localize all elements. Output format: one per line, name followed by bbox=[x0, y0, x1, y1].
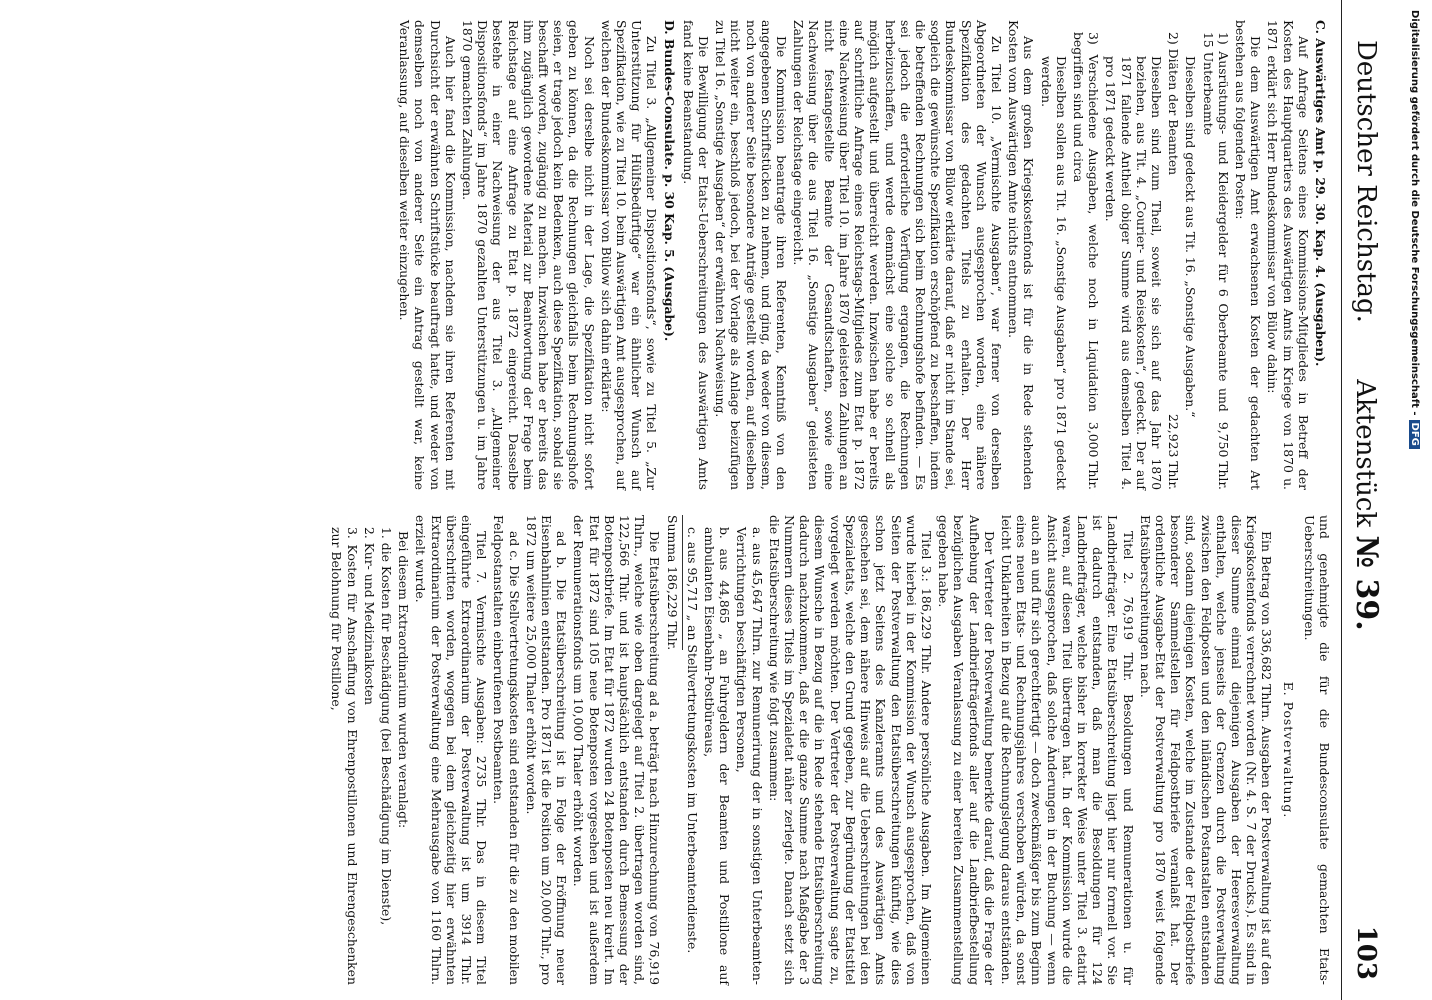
paragraph: Titel 7. Vermischte Ausgaben: 2735 Thlr. Das in diesem Titel eingeführte Extraordinarium der Postverwaltung ist um 3914 Thlr. überschritten worden, wogegen bei dem gleichzeitig hier erwähnten Extraordinarium der Postverwaltung eine Mehrausgabe von 1160 Thlrn. erzielt wurde. bbox=[413, 515, 490, 985]
left-column bbox=[395, 20, 1332, 490]
right-column bbox=[327, 515, 1332, 985]
paragraph: Zu Titel 3. „Allgemeiner Dispositionsfonds“, sowie zu Titel 5. „Zur Unterstützung für Hülfsbedürftige“ war ein ähnlicher Wunsch auf Spezifikation, wie zu Titel 10. beim Auswärtigen Amt ausgesprochen, auf welchen der Bundeskommissar von Bülow sich dahin erklärte: bbox=[598, 20, 660, 490]
paragraph: Aus dem großen Kriegskostenfonds ist für die in Rede stehenden Kosten vom Auswärtigen Amte nichts entnommen. bbox=[1006, 20, 1037, 490]
header-center-prefix: Aktenstück bbox=[1350, 379, 1380, 528]
paragraph: Die dem Auswärtigen Amt erwachsenen Kosten der gedachten Art bestehen aus folgenden Posten: bbox=[1232, 20, 1264, 490]
page-number: 103 bbox=[1351, 925, 1381, 980]
paragraph: Der Vertreter der Postverwaltung bemerkte darauf, daß die Frage der Aufhebung der Landbriefträgerfonds aller auf die Landbriefbestellung bezüglichen Ausgaben Veranlassung zu einer bereiten Zusammenstellung gegeben habe. bbox=[936, 515, 997, 985]
list-item: 3. Kosten für Anschaffung von Ehrenpostillonen und Ehrengeschenken zur Belohnung für Postillone, bbox=[329, 527, 360, 985]
paragraph: Auf Anfrage Seitens eines Kommissions-Mitgliedes in Betreff der Kosten des Hauptquartiers des Auswärtigen Amts im Kriege von 1870 u. 1871 erklärt sich Herr Bundeskommissar von Bülow dahin: bbox=[1265, 20, 1311, 490]
cost-item-3: 3) Verschiedene Ausgaben, welche noch in Liquidation begriffen sind und circa 3,000 Thlr. bbox=[1070, 32, 1102, 490]
breakdown-c: c. aus 95,717 „ an Stellvertretungskosten im Unterbeamtendienste. bbox=[684, 527, 700, 954]
cost-item-3-note: Dieselben sollen aus Tit. 16. „Sonstige Ausgaben“ pro 1871 gedeckt werden. bbox=[1038, 56, 1069, 490]
section-c-heading: C. Auswärtiges Amt p. 29. 30. Kap. 4. (Ausgaben). bbox=[1313, 20, 1328, 367]
dfg-logo: DFG bbox=[1409, 420, 1420, 449]
paragraph: Die Bewilligung der Etats-Ueberschreitungen des Auswärtigen Amts fand keine Beanstandung. bbox=[680, 20, 712, 490]
credit-text: Digitalisierung gefördert durch die Deutsche Forschungsgemeinschaft - bbox=[1409, 10, 1420, 416]
page-header bbox=[1341, 0, 1390, 1000]
paragraph: Ein Betrag von 336,682 Thlrn. Ausgaben der Postverwaltung ist auf den Kriegskostenfonds verrechnet worden (Nr. 4. S. 7 der Drucks.). Es sind in dieser Summe einmal diejenigen Ausgaben der Heeresverwaltung enthalten, welche jenseits der Grenzen durch die Postverwaltung zwischen den Feldposten und den inländischen Postanstalten entstanden sind, sodann diejenigen Kosten, welche im Zustande der Feldpostbriefe besonderer Sammelstellen für Feldpostbriefe veranlaßt hat. Der ordentliche Ausgabe-Etat der Postverwaltung pro 1870 weist folgende Etatsüberschreitungen nach. bbox=[1137, 515, 1275, 986]
header-number: № 39. bbox=[1349, 535, 1384, 631]
paragraph: und genehmigte die für die Bundesconsulate gemachten Etats-Ueberschreitungen. bbox=[1301, 515, 1332, 985]
breakdown-b: b. aus 44,865 „ an Fuhrgeldern der Beamten und Postillone auf ambulanten Eisenbahn-Postbüreaus, bbox=[702, 527, 733, 985]
breakdown-sum: Summa 186,229 Thlr. bbox=[664, 515, 682, 650]
paragraph: Die Etatsüberschreitung ad a. beträgt nach Hinzurechnung von 76,919 Thlrn., welche wie oben dargelegt auf Titel 2. übertragen worden sind, 122,566 Thlr. und ist hauptsächlich entstanden durch Bemessung der Botenpostbriefe. Im Etat für 1872 wurden 24 Botenposten neu kreirt. Im Etat für 1872 sind 105 neue Botenposten vorgesehen und ist außerdem der Remunerationsfonds um 10,000 Thaler erhöht worden. bbox=[571, 515, 663, 985]
cost-item-1-note: Dieselben sind gedeckt aus Tit. 16. „Sonstige Ausgaben.“ bbox=[1183, 56, 1199, 418]
paragraph: ad b. Die Etatsüberschreitung ist in Folge der Eröffnung neuer Eisenbahnlinien entstanden. Pro 1871 ist die Position um 20,000 Thlr., pro 1872 um weitere 25,000 Thaler erhöht worden. bbox=[523, 515, 570, 985]
paragraph: Zu Titel 10. „Vermischte Ausgaben“, war ferner von derselben Abgeordneten der Wunsch ausgesprochen worden, eine nähere Spezifikation des gedachten Titels zu erhalten. Der Herr Bundeskommissar von Bülow erklärte darauf, daß er nicht im Stande sei, sogleich die gewünschte Spezifikation erschöpfend zu beschaffen, indem die betreffenden Rechnungen sich beim Rechnungshofe befinden. — Es sei jedoch die erforderliche Verfügung ergangen, die Rechnungen herbeizuschaffen, und werde demnächst eine solche so schnell als möglich aufgestellt und überreicht werden. Inzwischen habe er bereits auf schriftliche Anfrage eines Reichstags-Mitgliedes zum Etat p. 1872 eine Nachweisung über Titel 10. im Jahre 1870 geleisteten Zahlungen an nicht festangestellte Beamte der Gesandtschaften, sowie eine Nachweisung über die aus Titel 16. „Sonstige Ausgaben“ geleisteten Zahlungen der Reichstage eingereicht. bbox=[791, 20, 1004, 490]
paragraph: Bei diesem Extraordinarium wurden veranlagt: bbox=[396, 531, 412, 829]
rotated-page-content bbox=[10, 0, 1390, 1000]
paragraph: Die Kommission beantragte ihren Referenten, Kenntniß von den angegebenen Schriftstücken zu nehmen, und ging, da weder von diesem, noch von anderer Seite besondere Anträge gestellt worden, auf dieselben nicht weiter ein, beschloß jedoch, bei der Vorlage als Anlage beizufügen zu Titel 16. „Sonstige Ausgaben“ der erwähnten Nachweisung. bbox=[713, 20, 790, 490]
section-e-heading: E. Postverwaltung. bbox=[1280, 681, 1296, 819]
paragraph: Titel 3.: 186,229 Thlr. Andere persönliche Ausgaben. Im Allgemeinen wurde hierbei in der Kommission der Wunsch ausgesprochen, daß von Seiten der Postverwaltung den Etatsüberschreitungen künftig, wie dies schon jetzt Seitens des Kanzleramts und des Auswärtigen Amts geschehen sei, dem nähere Hinweis auf die Ueberschreitungen bei den Spezialetats, welche den Grund gegeben, zur Begründung der Etatstitel vorgelegt werden möchten. Der Vertreter der Postverwaltung sagte zu, diesem Wunsche in Bezug auf die in Rede stehende Etatsüberschreitung dadurch nachzukommen, daß er die ganze Summe nach Maßgabe der 3 Nummern dieses Titels im Spezialetat näher zerlegte. Danach setzt sich die Etatsüberschreitung wie folgt zusammen: bbox=[766, 515, 934, 985]
cost-item-2-note: Dieselben sind zum Theil, soweit sie sich auf das Jahr 1870 beziehen, aus Tit. 4. „Courier- und Reisekosten“, gedeckt. Der auf 1871 fallende Antheil obiger Summe wird aus demselben Titel 4. pro 1871 gedeckt werden. bbox=[1103, 56, 1164, 490]
paragraph: Auch hier fand die Kommission, nachdem sie ihren Referenten mit Durchsicht der erwähnten Schriftstücke beauftragt hatte, und weder von demselben noch von anderer Seite ein Antrag gestellt war, keine Veranlassung, auf dieselben weiter einzugehen. bbox=[397, 20, 458, 490]
breakdown-a: a. aus 45,647 Thlrn. zur Remunerirung der in sonstigen Unterbeamten-Verrichtungen beschäftigten Personen, bbox=[734, 527, 765, 985]
list-item: 2. Kur- und Medizinalkosten bbox=[361, 527, 377, 705]
header-center bbox=[1341, 340, 1390, 670]
cost-item-2: 2) Diäten der Beamten 22,923 Thlr. bbox=[1166, 32, 1182, 490]
paragraph: Noch sei derselbe nicht in der Lage, die Spezifikation nicht sofort geben zu können, da die Rechnungen gleichfalls beim Rechnungshofe seien, er trage jedoch kein Bedenken, auch diese Spezifikation, sobald sie beschafft worden, zugängig zu machen. Inzwischen habe er bereits das ihm zugänglich gewordene Material zur Beantwortung der Frage beim Reichstage auf eine Anfrage zu Etat p. 1872 eingereicht. Dasselbe bestehe in einer Nachweisung der aus Titel 3. „Allgemeiner Dispositionsfonds“ im Jahre 1870 gezahlten Unterstützungen u. im Jahre 1870 gemachten Zahlungen. bbox=[460, 20, 597, 490]
header-left: Deutscher Reichstag. bbox=[1351, 40, 1381, 323]
section-d-heading: D. Bundes-Consulate. p. 30 Kap. 5. (Ausgabe). bbox=[661, 20, 677, 342]
list-item: 1. die Kosten für Beschädigung (bei Beschädigung im Dienste), bbox=[379, 527, 395, 926]
paragraph: ad c. Die Stellvertretungskosten sind entstanden für die zu den mobilen Feldpostanstalten einberufenen Postbeamten. bbox=[491, 515, 522, 985]
digitization-credit bbox=[1404, 10, 1420, 990]
paragraph: Titel 2. 76,919 Thlr. Besoldungen und Remunerationen u. für Landbriefträger. Eine Etatsüberschreitung liegt hier nur formell vor. Sie ist dadurch entstanden, daß man die Besoldungen für 124 Landbriefträger, welche bisher in korrekter Weise unter Titel 3. etatirt waren, auf diesen Titel übertragen hat. In der Kommission wurde die Ansicht ausgesprochen, daß solche Änderungen in der Buchung — wenn auch an und für sich gerechtfertigt — doch zweckmäßiger bis zum Beginn eines neuen Etats- und Rechnungsjahres verschoben würden, da sonst leicht Unklarheiten in Bezug auf die Rechnungslegung daraus entständen. bbox=[998, 515, 1136, 985]
cost-item-1: 1) Ausrüstungs- und Kleidergelder für 6 Oberbeamte und 15 Unterbeamte 9,750 Thlr. bbox=[1200, 32, 1231, 490]
